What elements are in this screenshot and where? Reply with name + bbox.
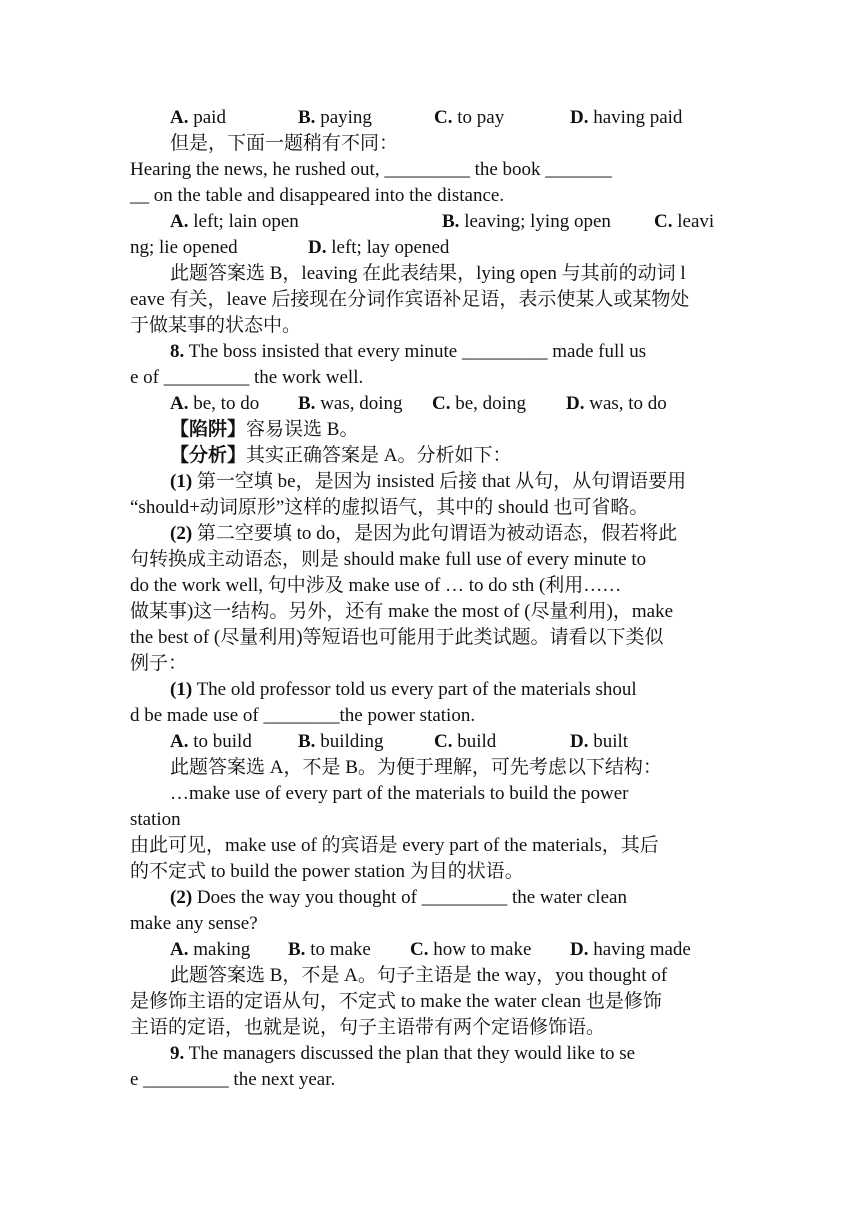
text-line: “should+动词原形”这样的虚拟语气，其中的 should 也可省略。 [130, 497, 649, 518]
q8-options [170, 391, 730, 417]
option: D. was, to do [566, 393, 667, 414]
text-line: …make use of every part of the materials to build the power [170, 783, 629, 804]
option: B. to make [288, 939, 371, 960]
option: B. leaving; lying open [442, 211, 611, 232]
ex1-options [170, 729, 730, 755]
text-line: (2) Does the way you thought of _________ the water clean [170, 887, 627, 908]
text-line: (1) 第一空填 be，是因为 insisted 后接 that 从句，从句谓语要用 [170, 471, 687, 492]
text-line: 此题答案选 A，不是 B。为便于理解，可先考虑以下结构： [170, 757, 662, 778]
text-line: 句转换成主动语态，则是 should make full use of every minute to [130, 549, 647, 570]
q7-options [170, 105, 730, 131]
text-line: 【陷阱】容易误选 B。 [170, 419, 359, 440]
text-line: 但是，下面一题稍有不同： [170, 133, 399, 154]
text-line: 做某事)这一结构。另外，还有 make the most of (尽量利用)，make [130, 601, 674, 622]
text-line: 例子： [130, 653, 188, 674]
text-line: e _________ the next year. [130, 1069, 336, 1090]
text-line: 【分析】其实正确答案是 A。分析如下： [170, 445, 512, 466]
option: B. building [298, 731, 384, 752]
option: D. left; lay opened [308, 237, 450, 258]
text-line: do the work well, 句中涉及 make use of … to do sth (利用…… [130, 575, 622, 596]
text-line: 此题答案选 B，leaving 在此表结果，lying open 与其前的动词 l [170, 263, 686, 284]
text-line: the best of (尽量利用)等短语也可能用于此类试题。请看以下类似 [130, 627, 664, 648]
option: D. having paid [570, 107, 683, 128]
q7b-options-cont [130, 235, 730, 261]
option: A. to build [170, 731, 252, 752]
text-line: 由此可见，make use of 的宾语是 every part of the materials，其后 [130, 835, 659, 856]
text-line: make any sense? [130, 913, 258, 934]
text-line: __ on the table and disappeared into the distance. [130, 185, 505, 206]
text-line: eave 有关，leave 后接现在分词作宾语补足语，表示使某人或某物处 [130, 289, 690, 310]
option: C. leavi [654, 211, 715, 232]
text-line: d be made use of ________the power station. [130, 705, 476, 726]
text-line: (2) 第二空要填 to do，是因为此句谓语为被动语态，假若将此 [170, 523, 678, 544]
option: D. having made [570, 939, 691, 960]
option: A. paid [170, 107, 226, 128]
text-line: e of _________ the work well. [130, 367, 364, 388]
option: A. be, to do [170, 393, 260, 414]
text-line: 8. The boss insisted that every minute _________ made full us [170, 341, 647, 362]
option: C. build [434, 731, 497, 752]
text-line: 此题答案选 B，不是 A。句子主语是 the way，you thought of [170, 965, 668, 986]
q7b-options [170, 209, 730, 235]
ex2-options [170, 937, 730, 963]
option: D. built [570, 731, 629, 752]
text-line: (1) The old professor told us every part of the materials shoul [170, 679, 637, 700]
option: C. be, doing [432, 393, 526, 414]
option: C. how to make [410, 939, 532, 960]
text-line: 是修饰主语的定语从句，不定式 to make the water clean 也是修饰 [130, 991, 662, 1012]
text-line: 的不定式 to build the power station 为目的状语。 [130, 861, 524, 882]
option: A. making [170, 939, 251, 960]
text-line: Hearing the news, he rushed out, _________ the book _______ [130, 159, 612, 180]
option: A. left; lain open [170, 211, 299, 232]
text-line: station [130, 809, 181, 830]
option: C. to pay [434, 107, 505, 128]
text-line: 于做某事的状态中。 [130, 315, 302, 336]
text-line: 主语的定语，也就是说，句子主语带有两个定语修饰语。 [130, 1017, 606, 1038]
option: B. was, doing [298, 393, 403, 414]
text-line: 9. The managers discussed the plan that they would like to se [170, 1043, 636, 1064]
option: ng; lie opened [130, 237, 238, 258]
option: B. paying [298, 107, 372, 128]
